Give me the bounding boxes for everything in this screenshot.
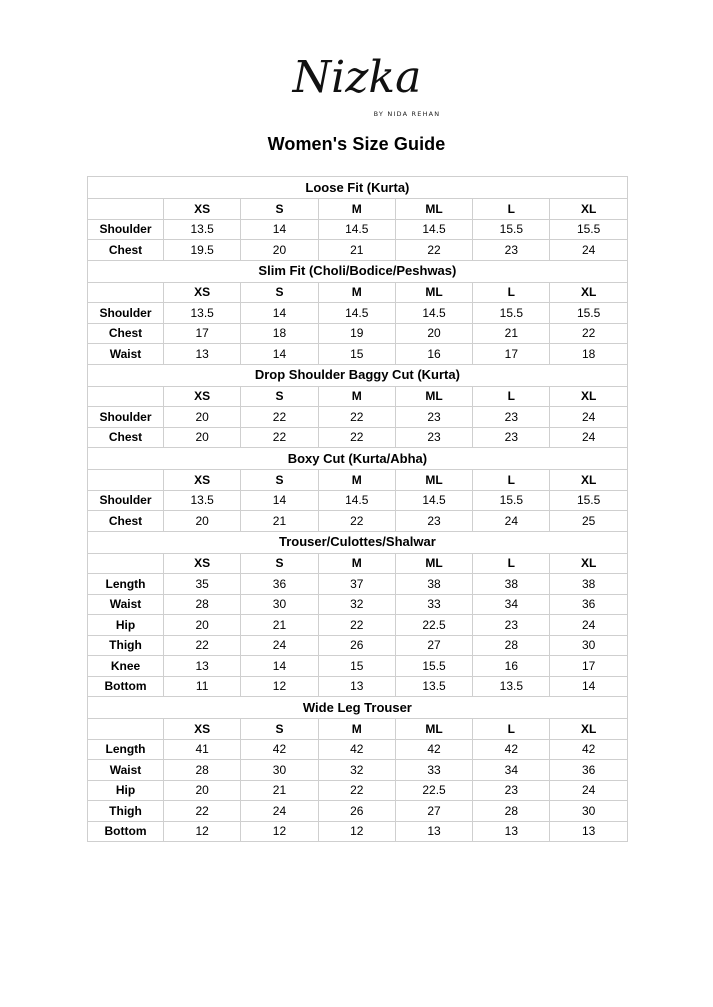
section-title-row (88, 260, 628, 282)
size-header-cell: S (241, 386, 318, 407)
measurement-label: Length (88, 574, 164, 595)
measurement-row (88, 739, 628, 760)
measurement-value: 32 (318, 594, 395, 615)
measurement-value: 14.5 (395, 219, 472, 240)
section-title: Loose Fit (Kurta) (88, 177, 628, 199)
measurement-value: 23 (473, 407, 550, 428)
measurement-value: 32 (318, 760, 395, 781)
measurement-value: 18 (241, 323, 318, 344)
measurement-value: 26 (318, 635, 395, 656)
measurement-value: 42 (550, 739, 627, 760)
measurement-value: 13 (164, 344, 241, 365)
measurement-value: 20 (395, 323, 472, 344)
measurement-value: 14.5 (395, 490, 472, 511)
measurement-value: 20 (164, 615, 241, 636)
measurement-row (88, 615, 628, 636)
measurement-value: 13 (473, 821, 550, 842)
size-guide-table (87, 176, 628, 842)
size-header-cell: ML (395, 470, 472, 491)
measurement-row (88, 303, 628, 324)
size-header-cell: ML (395, 282, 472, 303)
measurement-value: 13.5 (164, 219, 241, 240)
size-header-row (88, 386, 628, 407)
measurement-row (88, 780, 628, 801)
measurement-value: 13.5 (164, 490, 241, 511)
measurement-value: 13.5 (164, 303, 241, 324)
measurement-value: 33 (395, 594, 472, 615)
measurement-value: 13 (550, 821, 627, 842)
measurement-label: Chest (88, 511, 164, 532)
size-header-cell: M (318, 553, 395, 574)
measurement-value: 27 (395, 635, 472, 656)
measurement-value: 22 (164, 635, 241, 656)
measurement-value: 21 (318, 240, 395, 261)
size-header-cell: XL (550, 282, 627, 303)
measurement-value: 24 (550, 240, 627, 261)
measurement-row (88, 676, 628, 697)
measurement-label: Shoulder (88, 490, 164, 511)
size-header-cell: S (241, 282, 318, 303)
measurement-value: 20 (164, 780, 241, 801)
measurement-value: 12 (241, 676, 318, 697)
measurement-label: Chest (88, 240, 164, 261)
measurement-row (88, 511, 628, 532)
measurement-row (88, 656, 628, 677)
empty-header-cell (88, 199, 164, 220)
measurement-value: 23 (473, 780, 550, 801)
measurement-value: 20 (241, 240, 318, 261)
measurement-value: 27 (395, 801, 472, 822)
measurement-row (88, 219, 628, 240)
measurement-value: 28 (473, 635, 550, 656)
measurement-value: 13.5 (473, 676, 550, 697)
measurement-value: 36 (550, 594, 627, 615)
measurement-label: Waist (88, 344, 164, 365)
measurement-label: Shoulder (88, 303, 164, 324)
size-header-row (88, 199, 628, 220)
measurement-value: 22 (318, 511, 395, 532)
measurement-row (88, 323, 628, 344)
measurement-label: Hip (88, 780, 164, 801)
measurement-label: Waist (88, 760, 164, 781)
size-header-cell: M (318, 282, 395, 303)
size-header-cell: S (241, 553, 318, 574)
measurement-value: 30 (241, 760, 318, 781)
size-header-cell: ML (395, 386, 472, 407)
measurement-value: 37 (318, 574, 395, 595)
size-header-cell: M (318, 199, 395, 220)
measurement-label: Bottom (88, 676, 164, 697)
size-header-cell: XS (164, 386, 241, 407)
nizka-logo-mark (257, 48, 457, 124)
measurement-value: 24 (550, 407, 627, 428)
page-title: Women's Size Guide (267, 134, 446, 154)
size-header-cell: XS (164, 470, 241, 491)
measurement-value: 36 (550, 760, 627, 781)
measurement-label: Shoulder (88, 407, 164, 428)
measurement-value: 18 (550, 344, 627, 365)
measurement-label: Thigh (88, 635, 164, 656)
measurement-label: Thigh (88, 801, 164, 822)
measurement-value: 12 (318, 821, 395, 842)
measurement-value: 21 (241, 511, 318, 532)
empty-header-cell (88, 553, 164, 574)
measurement-label: Shoulder (88, 219, 164, 240)
measurement-value: 13 (164, 656, 241, 677)
measurement-value: 20 (164, 511, 241, 532)
measurement-value: 24 (473, 511, 550, 532)
measurement-row (88, 635, 628, 656)
measurement-value: 12 (241, 821, 318, 842)
measurement-value: 15.5 (395, 656, 472, 677)
measurement-value: 14 (241, 344, 318, 365)
measurement-value: 11 (164, 676, 241, 697)
measurement-value: 38 (473, 574, 550, 595)
measurement-value: 23 (395, 511, 472, 532)
measurement-value: 30 (241, 594, 318, 615)
measurement-value: 21 (473, 323, 550, 344)
measurement-value: 14.5 (395, 303, 472, 324)
measurement-value: 14 (241, 490, 318, 511)
measurement-value: 28 (164, 594, 241, 615)
size-header-cell: ML (395, 719, 472, 740)
size-header-cell: L (473, 386, 550, 407)
measurement-row (88, 240, 628, 261)
size-header-row (88, 470, 628, 491)
size-header-cell: XL (550, 386, 627, 407)
measurement-value: 35 (164, 574, 241, 595)
measurement-value: 16 (395, 344, 472, 365)
logo-wordmark: Nizka (292, 52, 421, 103)
measurement-value: 22 (318, 615, 395, 636)
measurement-label: Chest (88, 323, 164, 344)
measurement-value: 42 (395, 739, 472, 760)
size-header-cell: XL (550, 199, 627, 220)
measurement-value: 36 (241, 574, 318, 595)
measurement-value: 14.5 (318, 303, 395, 324)
size-header-cell: S (241, 199, 318, 220)
measurement-value: 22 (395, 240, 472, 261)
measurement-label: Bottom (88, 821, 164, 842)
empty-header-cell (88, 719, 164, 740)
size-header-cell: ML (395, 553, 472, 574)
size-header-cell: XL (550, 470, 627, 491)
measurement-label: Chest (88, 427, 164, 448)
measurement-value: 41 (164, 739, 241, 760)
measurement-value: 15.5 (550, 303, 627, 324)
measurement-row (88, 801, 628, 822)
measurement-value: 14 (550, 676, 627, 697)
measurement-value: 15.5 (473, 303, 550, 324)
measurement-value: 28 (164, 760, 241, 781)
measurement-value: 13.5 (395, 676, 472, 697)
measurement-value: 19 (318, 323, 395, 344)
measurement-value: 23 (473, 427, 550, 448)
size-header-cell: XL (550, 719, 627, 740)
measurement-value: 28 (473, 801, 550, 822)
size-header-cell: L (473, 719, 550, 740)
empty-header-cell (88, 470, 164, 491)
measurement-value: 15.5 (473, 490, 550, 511)
section-title: Slim Fit (Choli/Bodice/Peshwas) (88, 260, 628, 282)
measurement-value: 15.5 (550, 219, 627, 240)
measurement-value: 22 (318, 427, 395, 448)
size-header-cell: XS (164, 199, 241, 220)
section-title: Trouser/Culottes/Shalwar (88, 531, 628, 553)
size-header-cell: S (241, 470, 318, 491)
measurement-value: 38 (550, 574, 627, 595)
size-header-row (88, 553, 628, 574)
measurement-value: 14 (241, 656, 318, 677)
measurement-value: 19.5 (164, 240, 241, 261)
size-header-cell: M (318, 719, 395, 740)
empty-header-cell (88, 386, 164, 407)
measurement-value: 17 (550, 656, 627, 677)
measurement-value: 20 (164, 407, 241, 428)
size-header-cell: XS (164, 719, 241, 740)
size-header-row (88, 719, 628, 740)
size-header-cell: L (473, 282, 550, 303)
size-header-cell: M (318, 386, 395, 407)
measurement-value: 33 (395, 760, 472, 781)
measurement-row (88, 574, 628, 595)
measurement-value: 17 (164, 323, 241, 344)
measurement-value: 15 (318, 344, 395, 365)
measurement-value: 30 (550, 635, 627, 656)
size-header-cell: L (473, 470, 550, 491)
measurement-value: 23 (395, 427, 472, 448)
measurement-value: 22 (164, 801, 241, 822)
measurement-label: Knee (88, 656, 164, 677)
measurement-value: 24 (241, 801, 318, 822)
measurement-value: 15.5 (473, 219, 550, 240)
measurement-row (88, 490, 628, 511)
measurement-value: 24 (550, 615, 627, 636)
measurement-value: 42 (241, 739, 318, 760)
measurement-value: 42 (473, 739, 550, 760)
measurement-row (88, 407, 628, 428)
measurement-value: 38 (395, 574, 472, 595)
empty-header-cell (88, 282, 164, 303)
measurement-label: Hip (88, 615, 164, 636)
measurement-value: 24 (550, 427, 627, 448)
measurement-value: 23 (473, 240, 550, 261)
measurement-value: 15 (318, 656, 395, 677)
measurement-row (88, 344, 628, 365)
size-header-cell: M (318, 470, 395, 491)
brand-logo (0, 48, 713, 124)
size-header-row (88, 282, 628, 303)
measurement-value: 26 (318, 801, 395, 822)
measurement-value: 22.5 (395, 615, 472, 636)
measurement-value: 25 (550, 511, 627, 532)
measurement-value: 17 (473, 344, 550, 365)
section-title: Drop Shoulder Baggy Cut (Kurta) (88, 364, 628, 386)
section-title-row (88, 177, 628, 199)
measurement-value: 22 (241, 427, 318, 448)
measurement-value: 14 (241, 303, 318, 324)
logo-byline: BY NIDA REHAN (373, 110, 440, 118)
measurement-value: 23 (473, 615, 550, 636)
size-header-cell: L (473, 199, 550, 220)
measurement-value: 34 (473, 760, 550, 781)
measurement-value: 22 (241, 407, 318, 428)
section-title-row (88, 448, 628, 470)
section-title: Wide Leg Trouser (88, 697, 628, 719)
section-title: Boxy Cut (Kurta/Abha) (88, 448, 628, 470)
measurement-value: 15.5 (550, 490, 627, 511)
measurement-value: 22 (550, 323, 627, 344)
measurement-value: 14 (241, 219, 318, 240)
measurement-value: 34 (473, 594, 550, 615)
measurement-value: 12 (164, 821, 241, 842)
measurement-value: 22 (318, 780, 395, 801)
measurement-label: Waist (88, 594, 164, 615)
size-header-cell: XL (550, 553, 627, 574)
measurement-value: 16 (473, 656, 550, 677)
measurement-value: 30 (550, 801, 627, 822)
measurement-value: 14.5 (318, 219, 395, 240)
size-header-cell: S (241, 719, 318, 740)
section-title-row (88, 697, 628, 719)
size-header-cell: XS (164, 553, 241, 574)
measurement-value: 22.5 (395, 780, 472, 801)
measurement-row (88, 821, 628, 842)
measurement-row (88, 427, 628, 448)
size-header-cell: L (473, 553, 550, 574)
measurement-value: 23 (395, 407, 472, 428)
measurement-value: 20 (164, 427, 241, 448)
measurement-value: 24 (241, 635, 318, 656)
measurement-value: 24 (550, 780, 627, 801)
measurement-value: 13 (318, 676, 395, 697)
measurement-row (88, 594, 628, 615)
size-header-cell: XS (164, 282, 241, 303)
measurement-value: 13 (395, 821, 472, 842)
measurement-label: Length (88, 739, 164, 760)
measurement-value: 21 (241, 615, 318, 636)
section-title-row (88, 364, 628, 386)
section-title-row (88, 531, 628, 553)
measurement-value: 14.5 (318, 490, 395, 511)
size-header-cell: ML (395, 199, 472, 220)
measurement-row (88, 760, 628, 781)
measurement-value: 21 (241, 780, 318, 801)
measurement-value: 22 (318, 407, 395, 428)
measurement-value: 42 (318, 739, 395, 760)
